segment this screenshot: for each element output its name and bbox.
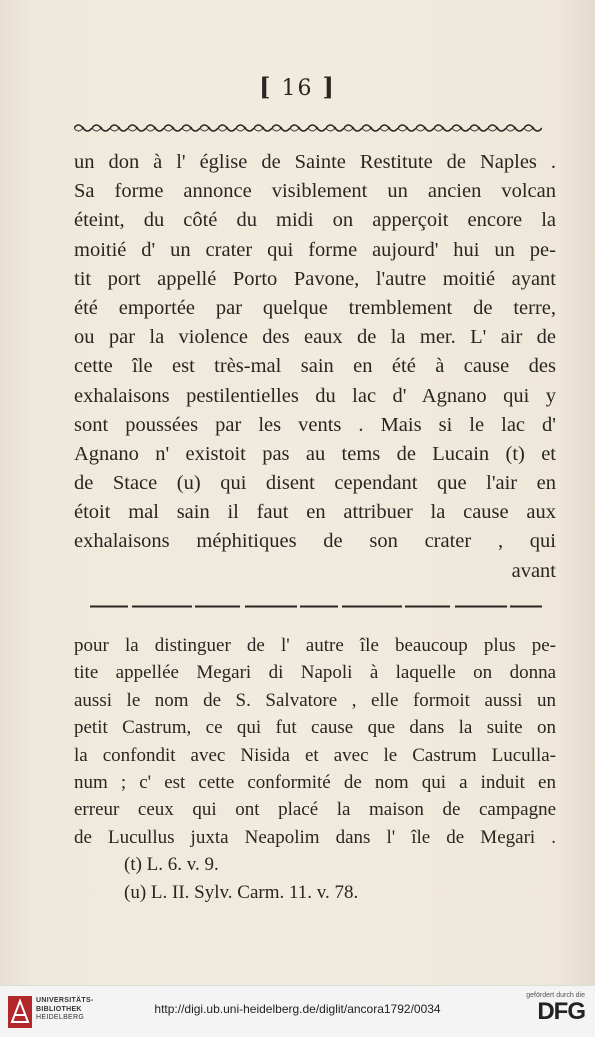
footnote-line: tite appellée Megari di Napoli à laquelle on donna (74, 662, 556, 684)
text-line: cette île est très-mal sain en été à cause des (74, 355, 556, 378)
text-line: Sa forme annonce visiblement un ancien volcan (74, 180, 556, 203)
footnote-line: erreur ceux qui ont placé la maison de campagne (74, 799, 556, 821)
decorative-border-ornament (74, 122, 542, 134)
library-name-line3: HEIDELBERG (36, 1014, 85, 1021)
permalink-url[interactable]: http://digi.ub.uni-heidelberg.de/diglit/ancora1792/0034 (154, 1002, 441, 1016)
text-line: exhalaisons méphitiques de son crater , qui (74, 530, 556, 553)
catchword: avant (511, 559, 556, 582)
text-line: ou par la violence des eaux de la mer. L' air de (74, 326, 556, 349)
footnote-line: num ; c' est cette conformité de nom qui a induit en (74, 771, 556, 793)
text-line: Agnano n' existoit pas au tems de Lucain (t) et (74, 442, 556, 465)
text-line: sont poussées par les vents . Mais si le lac d' (74, 413, 556, 436)
bracket-left: [ (259, 72, 273, 101)
text-line: moitié d' un crater qui forme aujourd' hui un pe- (74, 238, 556, 261)
footnote-line: la confondit avec Nisida et avec le Castrum Luculla- (74, 744, 556, 766)
funded-by-label: gefördert durch die (526, 992, 585, 999)
library-name-line2: BIBLIOTHEK (36, 1005, 82, 1013)
viewer-footer-bar (0, 985, 595, 1037)
text-line: étoit mal sain il faut en attribuer la cause aux (74, 501, 556, 524)
footnote-line: pour la distinguer de l' autre île beaucoup plus pe- (74, 635, 556, 656)
text-line: exhalaisons pestilentielles du lac d' Agnano qui y (74, 384, 556, 407)
library-name-line1: UNIVERSITÄTS- (36, 997, 94, 1004)
bracket-right: ] (322, 72, 336, 101)
page-number: 16 (281, 76, 314, 101)
text-line: de Stace (u) qui disent cependant que l'air en (74, 472, 556, 495)
footnote-line: aussi le nom de S. Salvatore , elle formoit aussi un (74, 689, 556, 711)
text-line: éteint, du côté du midi on apperçoit encore la (74, 209, 556, 232)
footnote-text (74, 632, 556, 907)
footnote-line: petit Castrum, ce qui fut cause que dans la suite on (74, 717, 556, 739)
text-line: un don à l' église de Sainte Restitute de Naples . (74, 151, 556, 173)
main-body-text (74, 148, 556, 586)
dfg-funding-credit[interactable] (525, 992, 585, 1025)
text-line: tit port appellé Porto Pavone, l'autre moitié ayant (74, 267, 556, 290)
footnote-separator-rule (90, 604, 542, 609)
page-number-header (0, 72, 595, 101)
dfg-logo: DFG (537, 998, 585, 1025)
footnote-reference-u: (u) L. II. Sylv. Carm. 11. v. 78. (124, 882, 359, 904)
text-line: été emportée par quelque tremblement de terre, (74, 296, 556, 319)
footnote-reference-t: (t) L. 6. v. 9. (124, 854, 219, 876)
footnote-line: de Lucullus juxta Neapolim dans l' île de Megari . (74, 826, 556, 848)
